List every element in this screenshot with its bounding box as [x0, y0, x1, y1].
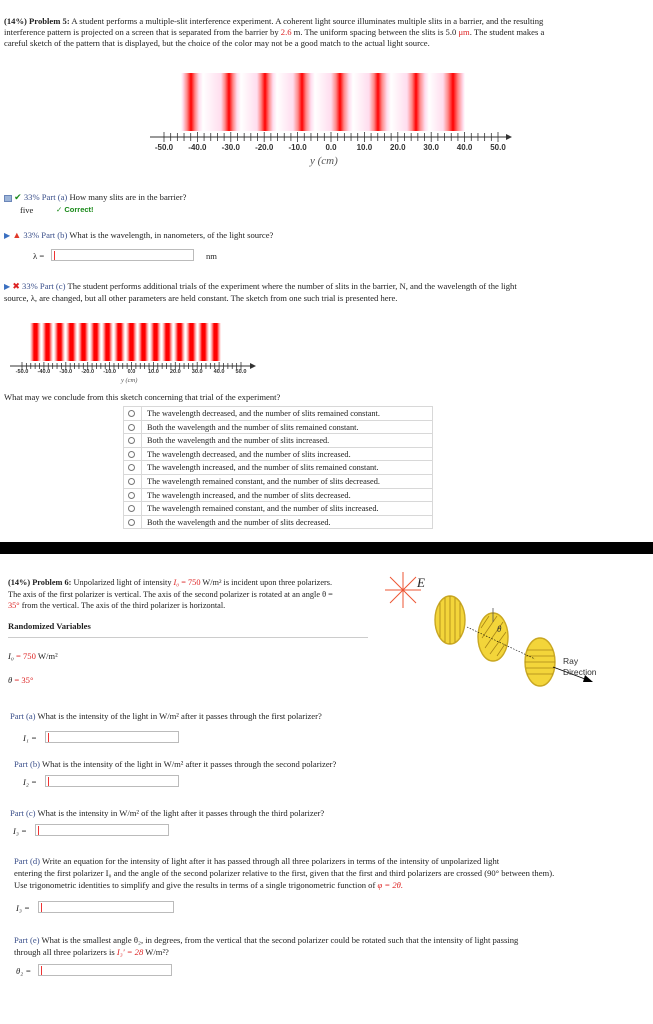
i3-prime-value: I₃′ = 28 [116, 947, 144, 957]
part-a-status: ✓ Correct! [56, 205, 94, 214]
ray-label: Direction [563, 667, 597, 677]
option-label: Both the wavelength and the number of slits decreased. [147, 517, 331, 527]
e-label: E [417, 575, 425, 590]
problem6-title: (14%) Problem 6: [8, 578, 72, 587]
p6-part-e-line2 [14, 947, 169, 957]
tick-label: 40.0 [213, 369, 225, 375]
option-label: The wavelength remained constant, and the number of slits increased. [147, 504, 379, 514]
part-c-question-2: source, λ, are changed, but all other parameters are held constant. The sketch from one such trial is presented here. [4, 293, 398, 303]
page-divider [0, 542, 653, 554]
radio-button[interactable] [128, 451, 135, 458]
answer-option[interactable] [124, 488, 432, 502]
intro-text: interference pattern is projected on a screen that is separated from the barrier by [4, 27, 281, 37]
phi-definition: φ = 2θ. [377, 880, 404, 890]
polarizer-1 [435, 596, 465, 644]
part-label: Part (c) [10, 808, 36, 818]
column-divider [141, 475, 142, 488]
axis-label-2: y (cm) [121, 377, 138, 384]
var-value: = 750 [16, 651, 36, 661]
part-question: Write an equation for the intensity of light after it has passed through all three polarizers in terms of the intensity of unpolarized light [42, 856, 500, 866]
problem5-intro-a: A student performs a multiple-slit interference experiment. A coherent light source illuminates multiple slits in a barrier, and the resulting [71, 16, 544, 26]
part-c-percent: 33% Part (c) [22, 281, 66, 291]
part-question: What is the intensity of the light in W/m² after it passes through the first polarizer? [37, 711, 322, 721]
radio-button[interactable] [128, 410, 135, 417]
radio-button[interactable] [128, 492, 135, 499]
part-question: What is the smallest angle θ₂, in degrees, from the vertical that the second polarizer could be rotated such that the intensity of light passing [41, 935, 519, 945]
tick-label: -30.0 [59, 369, 73, 375]
tick-label: 50.0 [490, 143, 506, 152]
tick-label: -20.0 [81, 369, 95, 375]
answer-option[interactable] [124, 433, 432, 447]
answer-option[interactable] [124, 420, 432, 434]
option-label: Both the wavelength and the number of slits remained constant. [147, 422, 359, 432]
radio-button[interactable] [128, 519, 135, 526]
tick-label: 0.0 [127, 369, 136, 375]
column-divider [141, 502, 142, 515]
problem5-intro-line3: careful sketch of the pattern that is displayed, but the choice of the color may not be a good match to the actual light source. [4, 38, 430, 48]
part-a-percent: 33% Part (a) [23, 192, 68, 202]
column-divider [141, 461, 142, 474]
expand-icon[interactable] [4, 195, 12, 202]
tick-label: -10.0 [103, 369, 116, 375]
i2-var: I₂ = [23, 777, 37, 787]
option-label: The wavelength increased, and the number of slits decreased. [147, 490, 351, 500]
i1-var: I₁ = [23, 733, 37, 743]
tick-label: 20.0 [390, 143, 406, 152]
column-divider [141, 516, 142, 529]
variable-i0 [8, 651, 58, 661]
p6-part-d-line2: entering the first polarizer I₀ and the angle of the second polarizer relative to the first, given that the first and third polarizers are crossed (90° between them). [14, 868, 555, 878]
radio-button[interactable] [128, 424, 135, 431]
i2-input[interactable] [45, 775, 179, 787]
question-text: W/m²? [143, 947, 169, 957]
option-label: The wavelength decreased, and the number of slits increased. [147, 449, 351, 459]
polarizer-2 [478, 608, 508, 661]
problem5-title: (14%) Problem 5: [4, 16, 70, 26]
distance-value: 2.6 [280, 27, 292, 37]
i3-equation-input[interactable] [38, 901, 174, 913]
intro-text: Unpolarized light of intensity [73, 578, 174, 587]
part-label: Part (a) [10, 711, 36, 721]
radio-button[interactable] [128, 505, 135, 512]
i3-var: I₃ = [13, 826, 27, 836]
intro-text: m. The uniform spacing between the slits is 5.0 [291, 27, 459, 37]
ray-label: Ray [563, 656, 579, 666]
p6-part-c [10, 808, 324, 818]
tick-label: 20.0 [169, 369, 181, 375]
tick-label: -50.0 [15, 369, 29, 375]
radio-button[interactable] [128, 464, 135, 471]
theta-label: θ [497, 624, 502, 634]
warning-icon: ▲ [12, 230, 22, 240]
tick-label: 10.0 [147, 369, 159, 375]
tick-label: 30.0 [191, 369, 203, 375]
part-b-percent: 33% Part (b) [23, 230, 68, 240]
answer-option[interactable] [124, 474, 432, 488]
axis-arrow [506, 134, 512, 140]
tick-label: 0.0 [325, 143, 337, 152]
part-label: Part (b) [14, 759, 41, 769]
problem6-intro-line1 [8, 578, 332, 587]
tick-label: -10.0 [288, 143, 307, 152]
unit-um: μm [458, 27, 470, 37]
part-c-row [4, 281, 649, 292]
axis-label-1: y (cm) [310, 155, 338, 167]
variable-theta [8, 675, 33, 685]
tick-label: -50.0 [154, 143, 174, 152]
options-table [123, 406, 433, 529]
answer-option[interactable] [124, 447, 432, 461]
axis-ticks-1 [0, 143, 653, 155]
tick-label: 10.0 [356, 143, 373, 152]
i1-input[interactable] [45, 731, 179, 743]
wavelength-input[interactable] [51, 249, 194, 261]
play-icon[interactable]: ▶ [4, 231, 11, 240]
option-label: The wavelength increased, and the number of slits remained constant. [147, 463, 379, 473]
intro-text: W/m² is incident upon three polarizers. [200, 578, 333, 587]
option-label: The wavelength decreased, and the number of slits remained constant. [147, 409, 380, 418]
radio-button[interactable] [128, 437, 135, 444]
pattern-axis-1 [150, 131, 512, 143]
tick-label: 50.0 [235, 369, 247, 375]
p6-part-a [10, 711, 322, 721]
part-b-unit: nm [206, 251, 217, 261]
problem5-header [4, 16, 649, 27]
tick-label: -40.0 [188, 143, 207, 152]
intro-text: . The student makes a [469, 27, 545, 37]
question-text: Use trigonometric identities to simplify and give the results in terms of a single trigonometric function of [14, 880, 378, 890]
p6-part-d [14, 856, 499, 866]
part-a-question: How many slits are in the barrier? [69, 192, 187, 202]
tick-label: 30.0 [423, 143, 439, 152]
tick-label: -40.0 [37, 369, 51, 375]
question-text: through all three polarizers is [14, 947, 117, 957]
column-divider [141, 489, 142, 502]
divider-line [8, 637, 368, 638]
part-a-row [4, 192, 186, 203]
column-divider [141, 421, 142, 434]
option-label: Both the wavelength and the number of slits increased. [147, 436, 330, 446]
unpolarized-e-field-icon [385, 572, 421, 608]
p6-part-e [14, 935, 518, 945]
column-divider [141, 407, 142, 420]
axis-ticks-2 [0, 369, 653, 379]
column-divider [141, 434, 142, 447]
tick-label: 40.0 [456, 143, 473, 152]
var-unit: W/m² [35, 651, 58, 661]
var-symbol: θ [8, 675, 13, 685]
i0-symbol: I₀ [173, 578, 180, 587]
theta-value: 35° [8, 601, 20, 610]
interference-pattern-1 [181, 73, 465, 131]
problem5-intro-line2 [4, 27, 649, 38]
answer-option[interactable] [124, 515, 432, 529]
option-label: The wavelength remained constant, and the number of slits decreased. [147, 477, 380, 486]
part-a-answer: five [20, 205, 34, 215]
tick-label: -30.0 [221, 143, 240, 152]
theta2-var: θ₂ = [16, 966, 32, 976]
intro-text: from the vertical. The axis of the third polarizer is horizontal. [19, 601, 226, 610]
tick-label: -20.0 [255, 143, 274, 152]
radio-button[interactable] [128, 478, 135, 485]
part-b-row [4, 230, 273, 240]
column-divider [141, 448, 142, 461]
x-icon: ✖ [12, 281, 20, 291]
part-c-prompt: What may we conclude from this sketch concerning that trial of the experiment? [4, 392, 281, 402]
interference-pattern-2 [30, 323, 221, 361]
part-question: What is the intensity in W/m² of the light after it passes through the third polarizer? [37, 808, 325, 818]
part-b-question: What is the wavelength, in nanometers, of the light source? [69, 230, 274, 240]
problem6-intro-line2: The axis of the first polarizer is vertical. The axis of the second polarizer is rotated at an angle θ = [8, 590, 333, 599]
theta2-input[interactable] [38, 964, 172, 976]
part-b-var: λ = [33, 251, 45, 261]
part-label: Part (d) [14, 856, 41, 866]
p6-part-d-line3 [14, 880, 403, 890]
answer-option[interactable] [124, 406, 432, 420]
p6-part-b [14, 759, 336, 769]
answer-option[interactable] [124, 460, 432, 474]
polarizer-3 [525, 638, 555, 686]
i0-value: = 750 [181, 578, 201, 587]
polarizer-diagram [385, 570, 645, 700]
part-label: Part (e) [14, 935, 40, 945]
var-symbol: I₀ [8, 651, 14, 661]
i3-eq-var: I₃ = [16, 903, 30, 913]
randomized-title: Randomized Variables [8, 621, 91, 631]
part-c-question-1: The student performs additional trials of the experiment where the number of slits in the barrier, N, and the wavelength of the light [67, 281, 517, 291]
var-value: = 35° [14, 675, 34, 685]
part-question: What is the intensity of the light in W/m² after it passes through the second polarizer? [42, 759, 337, 769]
answer-option[interactable] [124, 501, 432, 515]
check-icon: ✔ [14, 192, 22, 202]
i3-input[interactable] [35, 824, 169, 836]
problem6-intro-line3 [8, 601, 225, 610]
play-icon[interactable]: ▶ [4, 282, 11, 291]
